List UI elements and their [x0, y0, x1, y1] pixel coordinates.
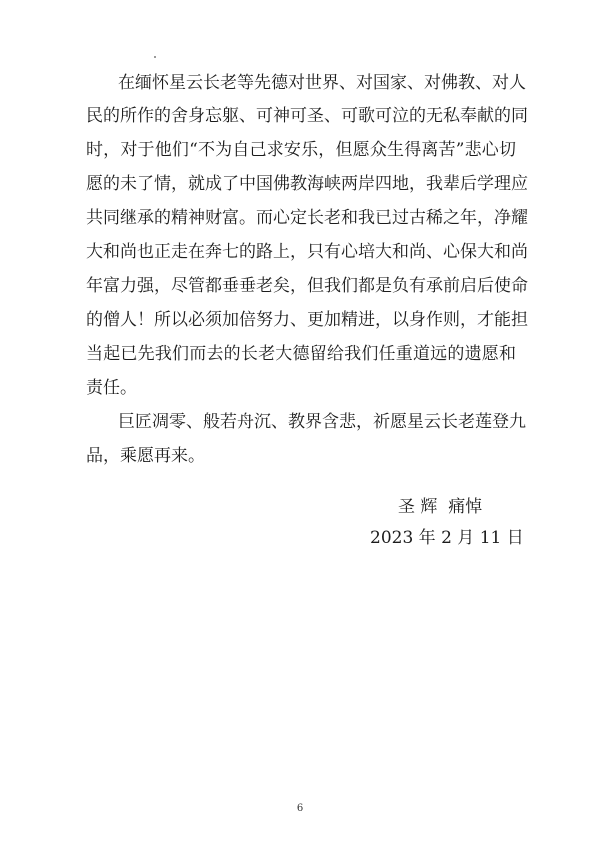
paragraph-1-line-2: 民的所作的舍身忘躯、可神可圣、可歌可泣的无私奉献的同	[86, 106, 528, 126]
paper-speck	[154, 56, 156, 58]
paragraph-1-line-9: 当起已先我们而去的长老大德留给我们任重道远的遗愿和	[86, 344, 516, 364]
paragraph-1-line-4: 愿的未了情，就成了中国佛教海峡两岸四地，我辈后学理应	[86, 174, 528, 194]
paragraph-2-line-1: 巨匠凋零、般若舟沉、教界含悲，祈愿星云长老莲登九	[118, 412, 526, 432]
paragraph-1-line-7: 年富力强，尽管都垂垂老矣，但我们都是负有承前启后使命	[86, 276, 528, 296]
paragraph-2-line-2: 品，乘愿再来。	[86, 446, 205, 466]
signature-line: 圣 辉 痛悼	[398, 497, 483, 517]
paragraph-1-line-8: 的僧人！所以必须加倍努力、更加精进，以身作则，才能担	[86, 310, 528, 330]
paragraph-1-line-3: 时，对于他们“不为自己求安乐，但愿众生得离苦”悲心切	[86, 140, 516, 160]
paragraph-1-line-10: 责任。	[86, 378, 137, 398]
date-line: 2023 年 2 月 11 日	[370, 528, 524, 548]
paragraph-1-line-5: 共同继承的精神财富。而心定长老和我已过古稀之年，净耀	[86, 208, 528, 228]
paragraph-1-line-1: 在缅怀星云长老等先德对世界、对国家、对佛教、对人	[118, 73, 526, 93]
page-number: 6	[296, 803, 304, 814]
paragraph-1-line-6: 大和尚也正走在奔七的路上，只有心培大和尚、心保大和尚	[86, 242, 528, 262]
